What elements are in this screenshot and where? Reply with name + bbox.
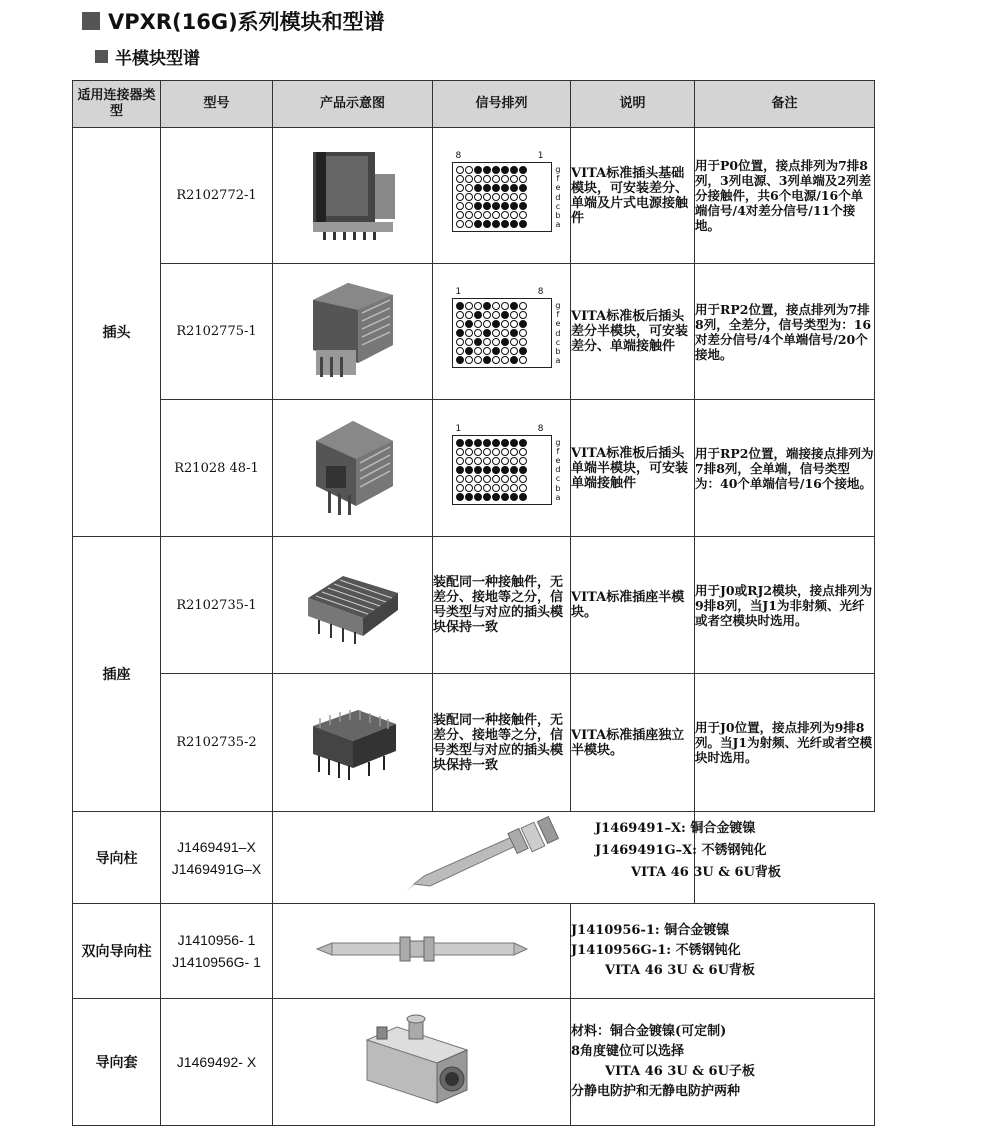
pin-dot bbox=[510, 439, 518, 447]
connector-plug-image bbox=[298, 144, 408, 244]
header-connector-type: 适用连接器类型 bbox=[73, 81, 161, 128]
pin-dot bbox=[474, 166, 482, 174]
pin-dot bbox=[510, 484, 518, 492]
pin-dot bbox=[474, 311, 482, 319]
pin-dot bbox=[465, 184, 473, 192]
pin-dot bbox=[465, 311, 473, 319]
pin-dot bbox=[510, 302, 518, 310]
pin-dot bbox=[456, 493, 464, 501]
pin-dot bbox=[510, 202, 518, 210]
pin-dot bbox=[483, 475, 491, 483]
group-plug: 插头 bbox=[73, 128, 161, 537]
pin-dot bbox=[510, 466, 518, 474]
pin-dot bbox=[492, 475, 500, 483]
pin-dot bbox=[456, 356, 464, 364]
pin-dot bbox=[501, 311, 509, 319]
pin-dot bbox=[492, 329, 500, 337]
note-cell: 用于J0位置，接点排列为9排8列。当J1为射频、光纤或者空模块时选用。 bbox=[695, 674, 875, 812]
pin-dot bbox=[510, 493, 518, 501]
pin-dot bbox=[456, 466, 464, 474]
guide-post-image bbox=[394, 816, 574, 896]
pin-dot bbox=[456, 193, 464, 201]
pin-dot bbox=[519, 448, 527, 456]
pin-dot bbox=[519, 302, 527, 310]
row-letter: e bbox=[555, 183, 561, 193]
row-letter: a bbox=[555, 356, 561, 366]
pin-dot bbox=[483, 220, 491, 228]
pin-dot bbox=[501, 202, 509, 210]
row-letter: f bbox=[556, 174, 560, 184]
pin-dot bbox=[510, 338, 518, 346]
pin-dot bbox=[519, 347, 527, 355]
pin-dot bbox=[465, 202, 473, 210]
product-image bbox=[273, 999, 571, 1126]
pin-dot bbox=[501, 184, 509, 192]
table-row bbox=[73, 999, 875, 1126]
description-cell: VITA标准板后插头单端半模块，可安装单端接触件 bbox=[571, 400, 695, 537]
pin-dot bbox=[519, 356, 527, 364]
pin-dot bbox=[465, 193, 473, 201]
header-signal: 信号排列 bbox=[433, 81, 571, 128]
pin-dot bbox=[465, 466, 473, 474]
pin-dot bbox=[474, 457, 482, 465]
row-letter: g bbox=[555, 165, 561, 174]
signal-cell: 装配同一种接触件，无差分、接地等之分，信号类型与对应的插头模块保持一致 bbox=[433, 537, 571, 674]
pin-dot bbox=[483, 320, 491, 328]
product-image bbox=[273, 400, 433, 537]
pin-dot bbox=[510, 211, 518, 219]
pin-dot bbox=[456, 166, 464, 174]
row-letter: d bbox=[555, 465, 561, 475]
accessory-description: 材料：铜合金镀镍(可定制) 8角度键位可以选择 VITA 46 3U & 6U子板 分静电防护和无静电防护两种 bbox=[571, 999, 875, 1126]
pin-dot bbox=[456, 347, 464, 355]
pin-dot bbox=[501, 175, 509, 183]
pin-dot bbox=[483, 329, 491, 337]
signal-cell: 装配同一种接触件，无差分、接地等之分，信号类型与对应的插头模块保持一致 bbox=[433, 674, 571, 812]
pin-dot bbox=[501, 448, 509, 456]
connector-socket-image bbox=[298, 696, 408, 786]
model-cell: R2102775-1 bbox=[161, 264, 273, 400]
table-header-row bbox=[73, 81, 875, 128]
pin-dot bbox=[519, 475, 527, 483]
signal-layout bbox=[433, 400, 571, 537]
pin-dot bbox=[465, 457, 473, 465]
pin-dot bbox=[519, 466, 527, 474]
pin-dot bbox=[456, 202, 464, 210]
product-image bbox=[273, 264, 433, 400]
row-letters bbox=[555, 165, 560, 229]
pin-dot bbox=[483, 193, 491, 201]
table-row bbox=[73, 904, 875, 999]
pin-dot bbox=[501, 347, 509, 355]
pin-dot bbox=[492, 175, 500, 183]
pin-dot bbox=[501, 457, 509, 465]
pin-dot bbox=[492, 356, 500, 364]
subtitle-square-icon bbox=[95, 50, 108, 63]
pin-dot bbox=[501, 484, 509, 492]
title-square-icon bbox=[82, 12, 100, 30]
pin-dot bbox=[483, 493, 491, 501]
pin-dot bbox=[474, 493, 482, 501]
pin-dot bbox=[456, 220, 464, 228]
pin-dot bbox=[519, 320, 527, 328]
model-cell: R2102735-2 bbox=[161, 674, 273, 812]
row-letter: b bbox=[555, 211, 561, 221]
row-letters bbox=[555, 438, 560, 502]
pin-dot bbox=[456, 329, 464, 337]
pin-dot bbox=[519, 175, 527, 183]
pin-dot bbox=[510, 320, 518, 328]
pin-dot bbox=[465, 220, 473, 228]
pin-dot bbox=[474, 466, 482, 474]
pin-dot bbox=[492, 439, 500, 447]
pin-dot bbox=[465, 484, 473, 492]
table-row bbox=[73, 264, 875, 400]
pin-dot bbox=[483, 311, 491, 319]
pin-dot bbox=[456, 484, 464, 492]
connector-socket-image bbox=[298, 558, 408, 648]
note-cell: 用于J0或RJ2模块，接点排列为9排8列，当J1为非射频、光纤或者空模块时选用。 bbox=[695, 537, 875, 674]
pin-dot bbox=[510, 448, 518, 456]
pin-dot bbox=[465, 338, 473, 346]
pin-dot bbox=[492, 347, 500, 355]
pin-dot bbox=[519, 484, 527, 492]
pin-dot bbox=[492, 193, 500, 201]
pin-dot bbox=[465, 320, 473, 328]
pin-dot bbox=[465, 166, 473, 174]
group-socket: 插座 bbox=[73, 537, 161, 812]
row-letter: b bbox=[555, 483, 561, 493]
row-letter: b bbox=[555, 347, 561, 357]
pin-dot bbox=[501, 493, 509, 501]
pin-dot bbox=[501, 338, 509, 346]
row-letter: c bbox=[555, 474, 561, 484]
pin-dot bbox=[492, 484, 500, 492]
table-row bbox=[73, 674, 875, 812]
pin-dot bbox=[519, 338, 527, 346]
model-cell: R2102735-1 bbox=[161, 537, 273, 674]
pin-dot bbox=[510, 356, 518, 364]
pin-dot bbox=[456, 175, 464, 183]
pin-grid: 1 8 g f e d c b a bbox=[452, 298, 552, 368]
guide-sleeve-image bbox=[357, 1005, 487, 1115]
signal-layout bbox=[433, 128, 571, 264]
pin-dot bbox=[465, 448, 473, 456]
section-title: 半模块型谱 bbox=[95, 44, 200, 69]
group-double-guide-post: 双向导向柱 bbox=[73, 904, 161, 999]
pin-dot bbox=[492, 302, 500, 310]
pin-dot bbox=[492, 320, 500, 328]
row-letter: g bbox=[555, 301, 561, 310]
note-cell: 用于RP2位置，端接接点排列为7排8列，全单端，信号类型为：40个单端信号/16个接地。 bbox=[695, 400, 875, 537]
pin-dot bbox=[510, 347, 518, 355]
pin-dot bbox=[483, 302, 491, 310]
description-cell: VITA标准板后插头差分半模块，可安装差分、单端接触件 bbox=[571, 264, 695, 400]
product-image bbox=[273, 537, 433, 674]
pin-dot bbox=[483, 211, 491, 219]
pin-dot bbox=[510, 166, 518, 174]
page-title: VPXR(16G)系列模块和型谱 bbox=[82, 6, 385, 36]
pin-dot bbox=[492, 166, 500, 174]
pin-dot bbox=[492, 448, 500, 456]
pin-dot bbox=[465, 493, 473, 501]
pin-dot bbox=[483, 439, 491, 447]
pin-dot bbox=[474, 184, 482, 192]
table-row bbox=[73, 400, 875, 537]
pin-dot bbox=[483, 457, 491, 465]
model-cell: J1469492- X bbox=[161, 999, 273, 1126]
pin-dot bbox=[465, 175, 473, 183]
pin-dot bbox=[474, 175, 482, 183]
accessory-description: J1410956-1: 铜合金镀镍 J1410956G-1: 不锈钢钝化 VITA 46 3U & 6U背板 bbox=[571, 904, 875, 999]
pin-dot bbox=[501, 475, 509, 483]
model-cell: R2102772-1 bbox=[161, 128, 273, 264]
pin-dot bbox=[465, 302, 473, 310]
pin-dot bbox=[510, 457, 518, 465]
pin-dot bbox=[492, 220, 500, 228]
description-cell: VITA标准插头基础模块，可安装差分、单端及片式电源接触件 bbox=[571, 128, 695, 264]
spec-table bbox=[72, 80, 875, 1126]
pin-dot bbox=[501, 439, 509, 447]
row-letter: d bbox=[555, 328, 561, 338]
pin-dot bbox=[474, 329, 482, 337]
pin-dot bbox=[474, 211, 482, 219]
pin-dot bbox=[483, 347, 491, 355]
pin-dot bbox=[465, 356, 473, 364]
group-guide-post: 导向柱 bbox=[73, 812, 161, 904]
pin-grid: 1 8 g f e d c b a bbox=[452, 435, 552, 505]
pin-dot bbox=[492, 184, 500, 192]
row-letter: f bbox=[556, 446, 560, 456]
pin-dot bbox=[465, 475, 473, 483]
pin-dot bbox=[465, 329, 473, 337]
row-letter: a bbox=[555, 492, 561, 502]
table-row bbox=[73, 128, 875, 264]
model-cell: J1469491–X J1469491G–X bbox=[161, 812, 273, 904]
pin-dot bbox=[501, 211, 509, 219]
accessory-description: J1469491–X: 铜合金镀镍 J1469491G–X: 不锈钢钝化 VITA 46 3U & 6U背板 bbox=[595, 821, 781, 880]
pin-dot bbox=[501, 193, 509, 201]
pin-dot bbox=[483, 166, 491, 174]
pin-dot bbox=[501, 320, 509, 328]
pin-dot bbox=[474, 193, 482, 201]
pin-dot bbox=[510, 311, 518, 319]
header-model: 型号 bbox=[161, 81, 273, 128]
pin-dot bbox=[483, 484, 491, 492]
row-letter: a bbox=[555, 220, 561, 230]
pin-dot bbox=[474, 484, 482, 492]
pin-dot bbox=[474, 356, 482, 364]
row-letter: f bbox=[556, 310, 560, 320]
pin-dot bbox=[456, 302, 464, 310]
pin-grid: 8 1 g f e d c b a bbox=[452, 162, 552, 232]
pin-dot bbox=[483, 356, 491, 364]
row-letter: c bbox=[555, 201, 561, 211]
pin-dot bbox=[474, 220, 482, 228]
pin-dot bbox=[492, 202, 500, 210]
description-cell: VITA标准插座独立半模块。 bbox=[571, 674, 695, 812]
pin-dot bbox=[501, 356, 509, 364]
pin-dot bbox=[510, 193, 518, 201]
pin-dot bbox=[519, 193, 527, 201]
model-cell: J1410956- 1 J1410956G- 1 bbox=[161, 904, 273, 999]
pin-dot bbox=[519, 184, 527, 192]
pin-dot bbox=[483, 466, 491, 474]
pin-dot bbox=[501, 466, 509, 474]
pin-dot bbox=[474, 347, 482, 355]
pin-dot bbox=[492, 457, 500, 465]
pin-dot bbox=[456, 320, 464, 328]
pin-dot bbox=[474, 448, 482, 456]
pin-dot bbox=[510, 329, 518, 337]
product-image bbox=[273, 904, 571, 999]
product-image bbox=[273, 674, 433, 812]
header-description: 说明 bbox=[571, 81, 695, 128]
note-cell: 用于P0位置，接点排列为7排8列，3列电源、3列单端及2列差分接触件，共6个电源/16个单端信号/4对差分信号/11个接地。 bbox=[695, 128, 875, 264]
double-guide-post-image bbox=[312, 929, 532, 969]
pin-dot bbox=[474, 320, 482, 328]
pin-dot bbox=[519, 439, 527, 447]
row-letter: g bbox=[555, 437, 561, 447]
pin-dot bbox=[483, 338, 491, 346]
row-letter: c bbox=[555, 337, 561, 347]
pin-dot bbox=[492, 338, 500, 346]
pin-dot bbox=[510, 175, 518, 183]
header-image: 产品示意图 bbox=[273, 81, 433, 128]
row-letters bbox=[555, 301, 560, 365]
pin-dot bbox=[474, 338, 482, 346]
pin-dot bbox=[456, 448, 464, 456]
pin-dot bbox=[519, 202, 527, 210]
connector-plug-image bbox=[298, 411, 408, 521]
pin-dot bbox=[483, 448, 491, 456]
pin-dot bbox=[465, 439, 473, 447]
pin-dot bbox=[456, 211, 464, 219]
pin-dot bbox=[492, 211, 500, 219]
pin-dot bbox=[456, 457, 464, 465]
pin-dot bbox=[465, 211, 473, 219]
note-cell: 用于RP2位置，接点排列为7排8列，全差分，信号类型为：16对差分信号/4个单端信号/20个接地。 bbox=[695, 264, 875, 400]
model-cell: R21028 48-1 bbox=[161, 400, 273, 537]
pin-dot bbox=[456, 475, 464, 483]
pin-dot bbox=[474, 475, 482, 483]
pin-dot bbox=[456, 439, 464, 447]
connector-plug-image bbox=[298, 275, 408, 385]
pin-dot bbox=[519, 311, 527, 319]
pin-dot bbox=[501, 302, 509, 310]
pin-dot bbox=[483, 184, 491, 192]
pin-dot bbox=[483, 175, 491, 183]
pin-dot bbox=[456, 338, 464, 346]
product-image bbox=[273, 128, 433, 264]
pin-dot bbox=[474, 202, 482, 210]
pin-dot bbox=[519, 211, 527, 219]
pin-dot bbox=[474, 439, 482, 447]
pin-dot bbox=[456, 184, 464, 192]
pin-dot bbox=[510, 475, 518, 483]
pin-dot bbox=[492, 493, 500, 501]
row-letter: e bbox=[555, 319, 561, 329]
description-cell: VITA标准插座半模块。 bbox=[571, 537, 695, 674]
pin-dot bbox=[519, 166, 527, 174]
pin-dot bbox=[465, 347, 473, 355]
row-letter: d bbox=[555, 192, 561, 202]
group-guide-sleeve: 导向套 bbox=[73, 999, 161, 1126]
pin-dot bbox=[492, 311, 500, 319]
pin-dot bbox=[501, 220, 509, 228]
pin-dot bbox=[501, 166, 509, 174]
pin-dot bbox=[483, 202, 491, 210]
pin-dot bbox=[510, 220, 518, 228]
table-row bbox=[73, 537, 875, 674]
pin-dot bbox=[519, 220, 527, 228]
pin-dot bbox=[519, 493, 527, 501]
pin-dot bbox=[510, 184, 518, 192]
pin-dot bbox=[501, 329, 509, 337]
pin-dot bbox=[519, 457, 527, 465]
header-note: 备注 bbox=[695, 81, 875, 128]
row-letter: e bbox=[555, 455, 561, 465]
pin-dot bbox=[456, 311, 464, 319]
pin-dot bbox=[492, 466, 500, 474]
pin-dot bbox=[519, 329, 527, 337]
signal-layout bbox=[433, 264, 571, 400]
pin-dot bbox=[474, 302, 482, 310]
